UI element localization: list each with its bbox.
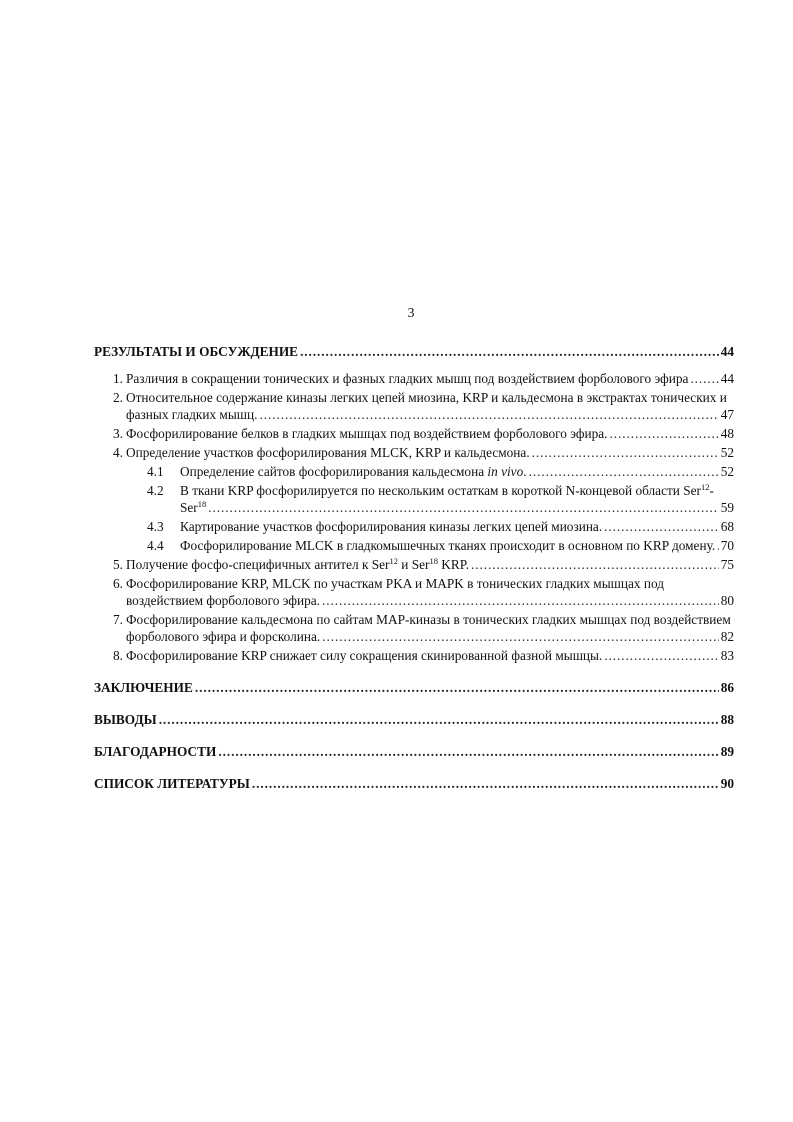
- toc-page-number: 44: [720, 371, 734, 386]
- toc-item-title: Фосфорилирование белков в гладких мышцах под воздействием форболового эфира.: [126, 426, 608, 441]
- toc-item-superscript: 18: [429, 556, 438, 566]
- toc-item: [94, 556, 734, 573]
- toc-item: [94, 463, 734, 480]
- toc-item-title-italic: in vivo: [487, 464, 524, 479]
- toc-item-number: 1.: [113, 371, 123, 386]
- page-number: 3: [407, 306, 415, 321]
- toc-item-title-end: KRP.: [437, 557, 470, 572]
- toc-heading: [94, 743, 734, 760]
- toc-item: [94, 389, 734, 423]
- toc-page-number: 83: [720, 648, 734, 663]
- toc-item-number: 3.: [113, 426, 123, 441]
- toc-item-title: Фосфорилирование кальдесмона по сайтам MAP-киназы в тонических гладких мышцах под воздействием форболового эфира и форсколина.: [126, 612, 731, 644]
- toc-item-number: 4.2: [147, 483, 164, 498]
- toc-item-number: 8.: [113, 648, 123, 663]
- toc-item-title: ВЫВОДЫ: [94, 712, 157, 727]
- toc-item-title: БЛАГОДАРНОСТИ: [94, 744, 217, 759]
- toc-page-number: 80: [720, 593, 734, 608]
- toc-item-number: 4.4: [147, 538, 164, 553]
- toc-item-number: 2.: [113, 390, 123, 405]
- toc-item-number: 5.: [113, 557, 123, 572]
- toc-page-number: 88: [720, 712, 734, 727]
- toc-heading: [94, 343, 734, 360]
- toc-page-number: 82: [720, 629, 734, 644]
- toc-item: [94, 444, 734, 461]
- toc-item-title: СПИСОК ЛИТЕРАТУРЫ: [94, 776, 250, 791]
- toc-item-title-continued: -Ser: [180, 483, 714, 515]
- toc-item-title: Относительное содержание киназы легких цепей миозина, KRP и кальдесмона в экстрактах тонических и фазных гладких мышц.: [126, 390, 727, 422]
- toc-item: [94, 425, 734, 442]
- toc-item-title: Фосфорилирование MLCK в гладкомышечных тканях происходит в основном по KRP домену.: [180, 538, 716, 553]
- toc-item-title: Определение сайтов фосфорилирования кальдесмона: [180, 464, 488, 479]
- toc-page-number: 68: [720, 519, 734, 534]
- toc-item: [94, 482, 734, 516]
- toc-page-number: 44: [720, 344, 734, 359]
- toc-item-title: Различия в сокращении тонических и фазных гладких мышц под воздействием форболового эфира: [126, 371, 689, 386]
- toc-page-number: 75: [720, 557, 734, 572]
- toc-page-number: 90: [720, 776, 734, 791]
- toc-item-title: Определение участков фосфорилирования MLCK, KRP и кальдесмона.: [126, 445, 530, 460]
- toc-page-number: 47: [720, 407, 734, 422]
- toc-page-number: 52: [720, 445, 734, 460]
- toc-item-title-continued: и Ser: [397, 557, 430, 572]
- toc-item-title: Фосфорилирование KRP, MLCK по участкам PKA и MAPK в тонических гладких мышцах под воздействием форболового эфира.: [126, 576, 665, 608]
- toc-item-superscript: 12: [389, 556, 398, 566]
- toc-item: [94, 647, 734, 664]
- toc-item-title: ЗАКЛЮЧЕНИЕ: [94, 680, 193, 695]
- toc-item-superscript: 12: [700, 482, 710, 492]
- toc-page-number: 86: [720, 680, 734, 695]
- toc-item: [94, 575, 734, 609]
- toc-item-number: 4.3: [147, 519, 164, 534]
- toc-item-title: Фосфорилирование KRP снижает силу сокращения скинированной фазной мышцы.: [126, 648, 603, 663]
- toc-item-number: 4.1: [147, 464, 164, 479]
- toc-item-title: В ткани KRP фосфорилируется по нескольким остаткам в короткой N-концевой области Ser: [180, 483, 701, 498]
- toc-item-number: 6.: [113, 576, 123, 591]
- toc-item-superscript: 18: [197, 499, 207, 509]
- toc-item: [94, 518, 734, 535]
- toc-heading: [94, 711, 734, 728]
- table-of-contents: [94, 343, 734, 798]
- toc-page-number: 70: [720, 538, 734, 553]
- toc-item-title: РЕЗУЛЬТАТЫ И ОБСУЖДЕНИЕ: [94, 344, 299, 359]
- toc-page-number: 59: [720, 500, 734, 515]
- toc-item-number: 7.: [113, 612, 123, 627]
- toc-item: [94, 370, 734, 387]
- toc-item-title: Получение фосфо-специфичных антител к Ser: [126, 557, 390, 572]
- toc-heading: [94, 775, 734, 792]
- toc-item-number: 4.: [113, 445, 123, 460]
- toc-page-number: 52: [720, 464, 734, 479]
- toc-item: [94, 537, 734, 554]
- toc-item-title: Картирование участков фосфорилирования киназы легких цепей миозина.: [180, 519, 603, 534]
- toc-page-number: 48: [720, 426, 734, 441]
- toc-item-title-end: .: [523, 464, 527, 479]
- toc-heading: [94, 679, 734, 696]
- toc-page-number: 89: [720, 744, 734, 759]
- toc-item: [94, 611, 734, 645]
